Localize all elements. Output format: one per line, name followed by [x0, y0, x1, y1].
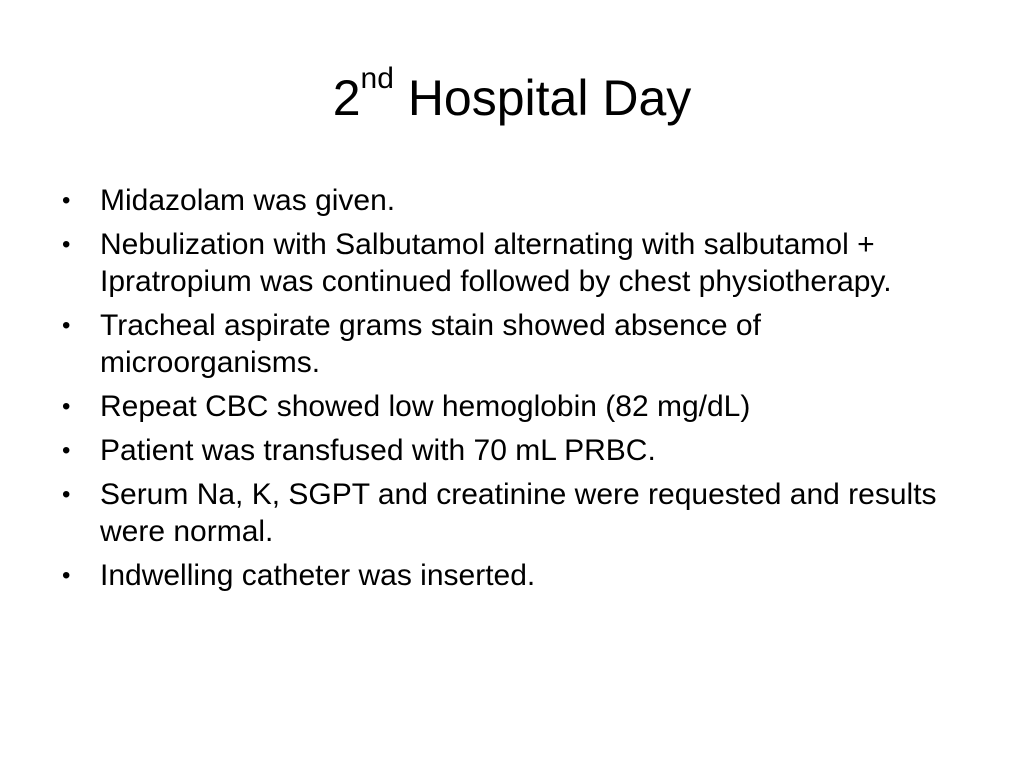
- bullet-text: Repeat CBC showed low hemoglobin (82 mg/dL): [100, 390, 751, 423]
- bullet-dot-icon: •: [62, 437, 71, 464]
- bullet-item: [62, 226, 952, 300]
- bullet-text: Serum Na, K, SGPT and creatinine were requested and results were normal.: [100, 478, 937, 548]
- bullet-dot-icon: •: [62, 312, 71, 339]
- bullet-item: [62, 388, 952, 425]
- bullet-dot-icon: •: [62, 393, 71, 420]
- bullet-dot-icon: •: [62, 562, 71, 589]
- title-text: Hospital Day: [393, 70, 692, 126]
- bullet-dot-icon: •: [62, 187, 71, 214]
- bullet-text: Patient was transfused with 70 mL PRBC.: [100, 434, 656, 467]
- bullet-text: Midazolam was given.: [100, 184, 396, 217]
- slide-title: [0, 62, 1024, 128]
- bullet-item: [62, 307, 952, 381]
- bullet-item: [62, 182, 952, 219]
- bullet-text: Indwelling catheter was inserted.: [100, 559, 536, 592]
- bullet-item: [62, 476, 952, 550]
- bullet-dot-icon: •: [62, 231, 71, 258]
- bullet-text: Nebulization with Salbutamol alternating with salbutamol + Ipratropium was continued followed by chest physiotherapy.: [100, 228, 892, 298]
- bullet-item: [62, 432, 952, 469]
- bullet-text: Tracheal aspirate grams stain showed absence of microorganisms.: [100, 309, 761, 379]
- bullet-item: [62, 557, 952, 594]
- bullet-dot-icon: •: [62, 481, 71, 508]
- title-superscript: nd: [360, 62, 394, 95]
- bullet-list: [62, 182, 952, 601]
- title-number: 2: [332, 70, 361, 126]
